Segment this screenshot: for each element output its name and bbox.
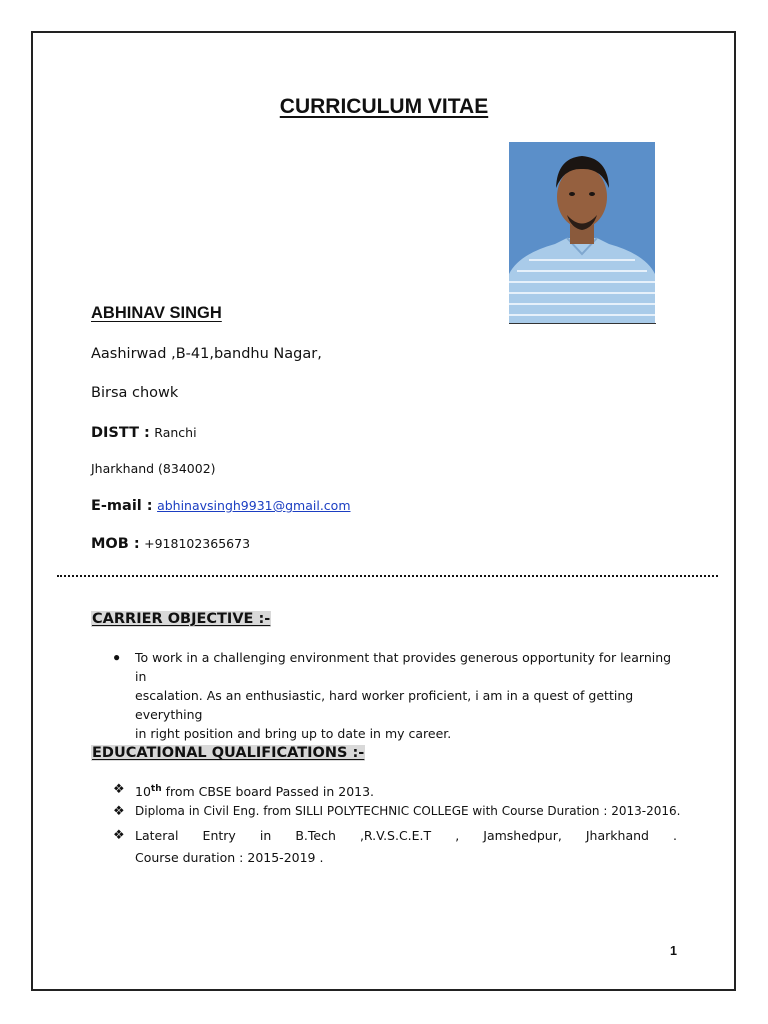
mobile-value: +918102365673 xyxy=(144,536,251,551)
education-heading: EDUCATIONAL QUALIFICATIONS :- xyxy=(92,745,365,761)
education-item-2: Diploma in Civil Eng. from SILLI POLYTECHNIC COLLEGE with Course Duration : 2013-2016. xyxy=(135,804,681,818)
objective-bullet-icon: ● xyxy=(113,650,121,664)
mobile-label: MOB : xyxy=(91,536,140,552)
education-item-1 xyxy=(135,780,374,801)
district-value: Ranchi xyxy=(154,425,197,440)
education-item-1-text: from CBSE board Passed in 2013. xyxy=(161,784,375,800)
education-bullet-icon-2: ❖ xyxy=(113,803,125,818)
objective-line-1: To work in a challenging environment that provides generous opportunity for learning in xyxy=(135,650,672,684)
candidate-name: ABHINAV SINGH xyxy=(91,304,222,322)
objective-heading: CARRIER OBJECTIVE :- xyxy=(92,611,271,627)
email-link[interactable]: abhinavsingh9931@gmail.com xyxy=(157,498,351,513)
page-number: 1 xyxy=(670,944,677,958)
education-item-3-line-1: Lateral Entry in B.Tech ,R.V.S.C.E.T , Jamshedpur, Jharkhand . xyxy=(135,828,677,843)
photo-underline xyxy=(509,323,656,324)
portrait-image xyxy=(509,142,655,323)
objective-text xyxy=(135,648,680,743)
education-item-3-line-2: Course duration : 2015-2019 . xyxy=(135,850,324,865)
email-row xyxy=(91,497,351,515)
education-bullet-icon-1: ❖ xyxy=(113,781,125,796)
objective-line-2: escalation. As an enthusiastic, hard worker proficient, i am in a quest of getting everything xyxy=(135,688,634,722)
email-label: E-mail : xyxy=(91,498,153,514)
district-label: DISTT : xyxy=(91,425,150,441)
education-item-1-number: 10 xyxy=(135,784,151,800)
profile-photo xyxy=(509,142,655,323)
state-line: Jharkhand (834002) xyxy=(91,461,216,476)
education-bullet-icon-3: ❖ xyxy=(113,827,125,842)
dotted-separator xyxy=(57,575,718,577)
address-line-2: Birsa chowk xyxy=(91,385,179,401)
mobile-row xyxy=(91,535,250,553)
document-title: CURRICULUM VITAE xyxy=(279,95,489,118)
education-item-1-superscript: th xyxy=(150,784,162,794)
district-row xyxy=(91,424,197,442)
address-line-1: Aashirwad ,B-41,bandhu Nagar, xyxy=(91,346,322,362)
objective-line-3: in right position and bring up to date in my career. xyxy=(135,726,452,741)
